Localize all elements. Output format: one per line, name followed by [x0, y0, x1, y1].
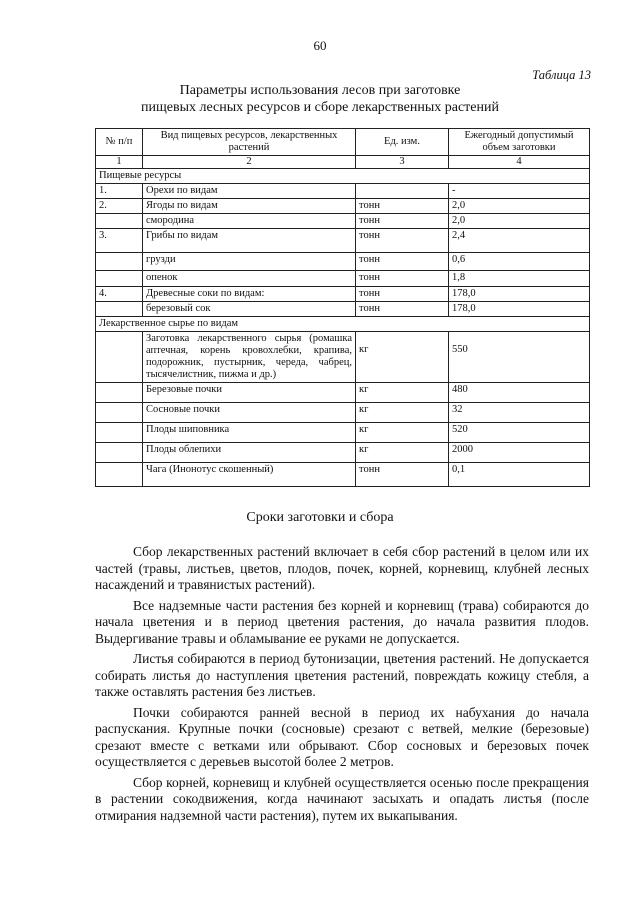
resource-name: Древесные соки по видам: [143, 287, 356, 302]
column-number: 3 [356, 156, 449, 169]
volume-cell: - [449, 184, 590, 199]
table-row [96, 229, 590, 253]
volume-cell: 2,0 [449, 214, 590, 229]
group-row [96, 169, 590, 184]
unit-cell: кг [356, 423, 449, 443]
group-row [96, 317, 590, 332]
table-row [96, 253, 590, 271]
table-row [96, 199, 590, 214]
body-text [95, 544, 589, 828]
group-label: Пищевые ресурсы [96, 169, 590, 184]
volume-cell: 480 [449, 383, 590, 403]
volume-cell: 2,0 [449, 199, 590, 214]
table-row [96, 214, 590, 229]
resource-name: Плоды облепихи [143, 443, 356, 463]
column-number: 4 [449, 156, 590, 169]
header-cell: Ед. изм. [356, 129, 449, 156]
volume-cell: 2000 [449, 443, 590, 463]
paragraph: Сбор корней, корневищ и клубней осуществляется осенью после прекращения в растении сокодвижения, когда начинают засыхать и опадать листья (после отмирания надземной части растения), путем их выкапывания. [95, 774, 589, 823]
table-row [96, 423, 590, 443]
unit-cell: кг [356, 403, 449, 423]
unit-cell: кг [356, 332, 449, 383]
unit-cell: тонн [356, 199, 449, 214]
unit-cell: тонн [356, 287, 449, 302]
row-number [96, 423, 143, 443]
group-label: Лекарственное сырье по видам [96, 317, 590, 332]
paragraph: Все надземные части растения без корней и корневищ (трава) собираются до начала цветения и в период цветения растения, до начала развития плодов. Выдергивание травы и обламывание ее руками не допускается. [95, 597, 589, 646]
resource-name: березовый сок [143, 302, 356, 317]
resource-name: Чага (Инонотус скошенный) [143, 463, 356, 487]
table-label: Таблица 13 [532, 68, 591, 82]
resource-name: смородина [143, 214, 356, 229]
volume-cell: 32 [449, 403, 590, 423]
row-number [96, 214, 143, 229]
volume-cell: 520 [449, 423, 590, 443]
table-row [96, 332, 590, 383]
header-cell: Вид пищевых ресурсов, лекарственных растений [143, 129, 356, 156]
row-number [96, 443, 143, 463]
table-row [96, 184, 590, 199]
unit-cell: тонн [356, 214, 449, 229]
row-number [96, 403, 143, 423]
row-number [96, 271, 143, 287]
row-number [96, 253, 143, 271]
volume-cell: 178,0 [449, 287, 590, 302]
volume-cell: 2,4 [449, 229, 590, 253]
table-row [96, 463, 590, 487]
volume-cell: 1,8 [449, 271, 590, 287]
unit-cell: кг [356, 383, 449, 403]
unit-cell: тонн [356, 302, 449, 317]
resource-name: Грибы по видам [143, 229, 356, 253]
paragraph: Сбор лекарственных растений включает в себя сбор растений в целом или их частей (травы, листьев, цветов, плодов, почек, корней, корневищ, клубней лесных насаждений и травянистых растений). [95, 544, 589, 592]
header-cell: Ежегодный допустимый объем заготовки [449, 129, 590, 156]
table-row [96, 383, 590, 403]
column-number: 2 [143, 156, 356, 169]
table-title [0, 82, 640, 116]
table-row [96, 271, 590, 287]
row-number: 1. [96, 184, 143, 199]
column-number: 1 [96, 156, 143, 169]
resource-name: Заготовка лекарственного сырья (ромашка аптечная, корень кровохлебки, крапива, подорожник, пустырник, череда, чабрец, тысячелистник, пижма и др.) [143, 332, 356, 383]
resource-name: Ягоды по видам [143, 199, 356, 214]
row-number [96, 383, 143, 403]
unit-cell: тонн [356, 271, 449, 287]
table-header-row [96, 129, 590, 156]
table-title-line: пищевых лесных ресурсов и сборе лекарственных растений [141, 100, 499, 115]
table-row [96, 443, 590, 463]
unit-cell [356, 184, 449, 199]
row-number: 4. [96, 287, 143, 302]
unit-cell: тонн [356, 229, 449, 253]
volume-cell: 0,1 [449, 463, 590, 487]
unit-cell: тонн [356, 253, 449, 271]
table-row [96, 302, 590, 317]
parameters-table [95, 128, 590, 487]
row-number: 2. [96, 199, 143, 214]
header-cell: № п/п [96, 129, 143, 156]
table-title-line: Параметры использования лесов при заготовке [179, 83, 461, 98]
volume-cell: 178,0 [449, 302, 590, 317]
column-number-row [96, 156, 590, 169]
resource-name: Березовые почки [143, 383, 356, 403]
unit-cell: кг [356, 443, 449, 463]
table-row [96, 403, 590, 423]
paragraph: Почки собираются ранней весной в период их набухания до начала распускания. Крупные почки (сосновые) срезают с ветвей, мелкие (березовые) срезают вместе с ветками или обрывают. Сбор сосновых и березовых почек осуществляется с деревьев высотой более 2 метров. [95, 704, 589, 769]
resource-name: Орехи по видам [143, 184, 356, 199]
section-title: Сроки заготовки и сбора [246, 510, 394, 525]
row-number [96, 463, 143, 487]
resource-name: Сосновые почки [143, 403, 356, 423]
volume-cell: 550 [449, 332, 590, 383]
resource-name: грузди [143, 253, 356, 271]
row-number [96, 332, 143, 383]
unit-cell: тонн [356, 463, 449, 487]
volume-cell: 0,6 [449, 253, 590, 271]
paragraph: Листья собираются в период бутонизации, цветения растений. Не допускается собирать листья до наступления цветения растений, повреждать кожицу стебля, а также оставлять растения без листьев. [95, 651, 589, 699]
row-number [96, 302, 143, 317]
resource-name: Плоды шиповника [143, 423, 356, 443]
resource-name: опенок [143, 271, 356, 287]
table-row [96, 287, 590, 302]
row-number: 3. [96, 229, 143, 253]
page-number: 60 [313, 38, 327, 53]
